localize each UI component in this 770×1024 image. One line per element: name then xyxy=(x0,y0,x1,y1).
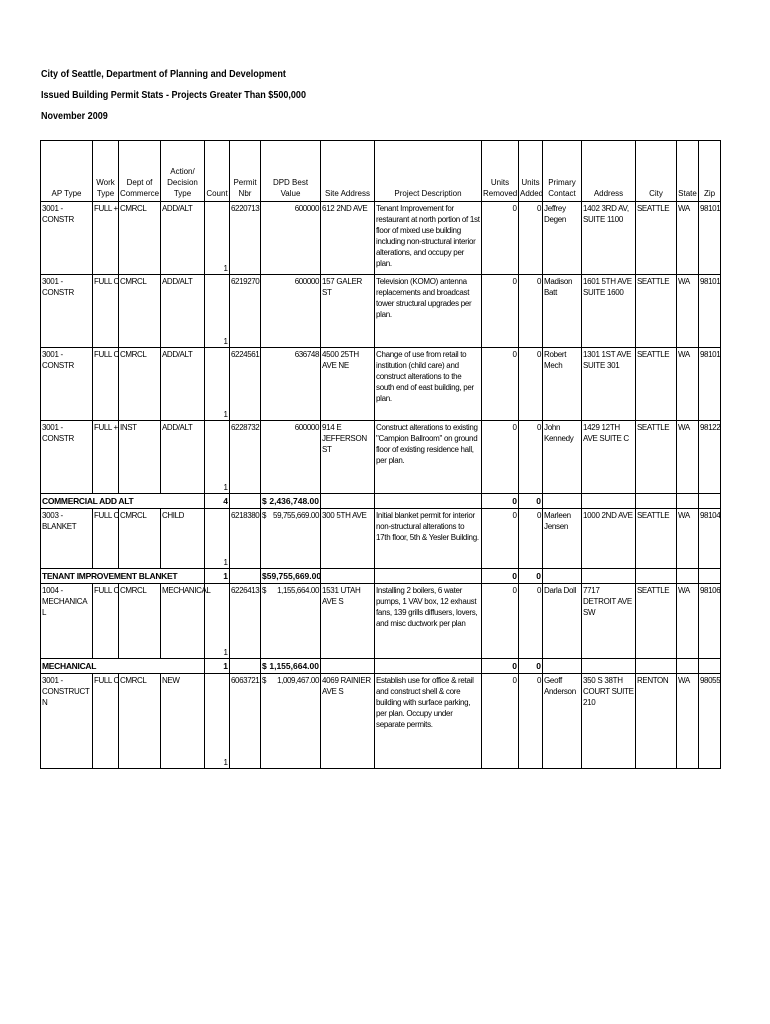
empty-cell xyxy=(677,494,699,509)
table-row xyxy=(41,202,721,275)
description-cell: Establish use for office & retail and construct shell & core building with surface parking, per plan. Occupy under separate permits. xyxy=(375,674,482,769)
contact-address-cell: 1402 3RD AV, SUITE 1100 xyxy=(582,202,636,275)
subtotal-units-added: 0 xyxy=(519,659,543,674)
city-cell: SEATTLE xyxy=(636,509,677,569)
units-removed-cell: 0 xyxy=(482,509,519,569)
empty-cell xyxy=(636,494,677,509)
subtotal-units-removed: 0 xyxy=(482,659,519,674)
work-type-cell: FULL + xyxy=(93,202,119,275)
subtotal-count: 1 xyxy=(205,569,230,584)
contact-address-cell: 1429 12TH AVE SUITE C xyxy=(582,421,636,494)
table-row xyxy=(41,584,721,659)
work-type-cell: FULL C xyxy=(93,584,119,659)
permit-cell: 6220713 xyxy=(230,202,261,275)
permit-cell: 6224561 xyxy=(230,348,261,421)
col-units-removed: Units Removed xyxy=(482,141,519,202)
city-cell: SEATTLE xyxy=(636,202,677,275)
value-amount: 1,009,467.00 xyxy=(277,676,319,685)
state-cell: WA xyxy=(677,674,699,769)
contact-cell: John Kennedy xyxy=(543,421,582,494)
empty-cell xyxy=(699,569,721,584)
dept-cell: CMRCL xyxy=(119,584,161,659)
zip-cell: 98101 xyxy=(699,202,721,275)
dollar-sign: $ xyxy=(262,660,267,671)
units-added-cell: 0 xyxy=(519,421,543,494)
empty-cell xyxy=(375,494,482,509)
subtotal-value xyxy=(261,659,321,674)
empty-cell xyxy=(636,659,677,674)
dollar-sign: $ xyxy=(262,495,267,506)
contact-address-cell: 350 S 38TH COURT SUITE 210 xyxy=(582,674,636,769)
subtotal-units-added: 0 xyxy=(519,569,543,584)
units-removed-cell: 0 xyxy=(482,421,519,494)
contact-address-cell: 1301 1ST AVE SUITE 301 xyxy=(582,348,636,421)
action-cell: CHILD xyxy=(161,509,205,569)
value-amount: 600000 xyxy=(294,204,319,213)
empty-cell xyxy=(321,659,375,674)
action-cell: NEW xyxy=(161,674,205,769)
zip-cell: 98055 xyxy=(699,674,721,769)
contact-address-cell: 1000 2ND AVE xyxy=(582,509,636,569)
value-cell xyxy=(261,674,321,769)
dollar-sign: $ xyxy=(262,586,267,595)
col-city: City xyxy=(636,141,677,202)
empty-cell xyxy=(321,569,375,584)
dept-cell: CMRCL xyxy=(119,509,161,569)
description-cell: Change of use from retail to institution (child care) and construct alterations to the south end of east building, per plan. xyxy=(375,348,482,421)
col-count: Count xyxy=(205,141,230,202)
empty-cell xyxy=(636,569,677,584)
empty-cell xyxy=(230,659,261,674)
permit-cell: 6219270 xyxy=(230,275,261,348)
dollar-sign: $ xyxy=(262,676,267,685)
contact-address-cell: 1601 5TH AVE SUITE 1600 xyxy=(582,275,636,348)
zip-cell: 98101 xyxy=(699,348,721,421)
count-cell: 1 xyxy=(205,348,230,421)
city-cell: SEATTLE xyxy=(636,275,677,348)
contact-cell: Marleen Jensen xyxy=(543,509,582,569)
empty-cell xyxy=(321,494,375,509)
report-org-title: City of Seattle, Department of Planning and Development xyxy=(41,68,286,80)
city-cell: SEATTLE xyxy=(636,348,677,421)
value-cell xyxy=(261,275,321,348)
subtotal-count: 4 xyxy=(205,494,230,509)
table-row xyxy=(41,674,721,769)
count-cell: 1 xyxy=(205,421,230,494)
col-permit: Permit Nbr xyxy=(230,141,261,202)
state-cell: WA xyxy=(677,584,699,659)
units-added-cell: 0 xyxy=(519,348,543,421)
report-period: November 2009 xyxy=(41,110,108,122)
col-dept: Dept of Commerce xyxy=(119,141,161,202)
dollar-sign: $ xyxy=(262,570,267,581)
subtotal-units-removed: 0 xyxy=(482,494,519,509)
ap-type-cell: 3001 - CONSTR xyxy=(41,348,93,421)
units-removed-cell: 0 xyxy=(482,584,519,659)
site-address-cell: 4500 25TH AVE NE xyxy=(321,348,375,421)
ap-type-cell: 3001 - CONSTR xyxy=(41,202,93,275)
description-cell: Initial blanket permit for interior non-structural alterations to 17th floor, 5th & Yesler Building. xyxy=(375,509,482,569)
value-cell xyxy=(261,509,321,569)
col-contact-address: Address xyxy=(582,141,636,202)
state-cell: WA xyxy=(677,348,699,421)
subtotal-value xyxy=(261,494,321,509)
subtotal-row xyxy=(41,494,721,509)
header-row xyxy=(41,141,721,202)
description-cell: Installing 2 boilers, 6 water pumps, 1 VAV box, 12 exhaust fans, 139 grills diffusers, lovers, and misc ductwork per plan xyxy=(375,584,482,659)
action-cell: ADD/ALT xyxy=(161,202,205,275)
subtotal-amount: 59,755,669.00 xyxy=(266,570,322,581)
subtotal-units-added: 0 xyxy=(519,494,543,509)
work-type-cell: FULL C xyxy=(93,674,119,769)
site-address-cell: 612 2ND AVE xyxy=(321,202,375,275)
units-removed-cell: 0 xyxy=(482,202,519,275)
empty-cell xyxy=(375,659,482,674)
city-cell: SEATTLE xyxy=(636,421,677,494)
count-cell: 1 xyxy=(205,275,230,348)
col-ap-type: AP Type xyxy=(41,141,93,202)
units-removed-cell: 0 xyxy=(482,348,519,421)
description-cell: Tenant Improvement for restaurant at north portion of 1st floor of mixed use building including non-structural interior alterations, and occupy per plan. xyxy=(375,202,482,275)
empty-cell xyxy=(699,494,721,509)
count-cell: 1 xyxy=(205,202,230,275)
site-address-cell: 914 E JEFFERSON ST xyxy=(321,421,375,494)
empty-cell xyxy=(582,659,636,674)
count-cell: 1 xyxy=(205,674,230,769)
site-address-cell: 1531 UTAH AVE S xyxy=(321,584,375,659)
subtotal-amount: 2,436,748.00 xyxy=(269,495,319,506)
subtotal-amount: 1,155,664.00 xyxy=(269,660,319,671)
subtotal-row xyxy=(41,569,721,584)
dept-cell: CMRCL xyxy=(119,674,161,769)
action-cell: ADD/ALT xyxy=(161,421,205,494)
empty-cell xyxy=(543,494,582,509)
contact-cell: Darla Doll xyxy=(543,584,582,659)
table-row xyxy=(41,348,721,421)
subtotal-units-removed: 0 xyxy=(482,569,519,584)
count-cell: 1 xyxy=(205,584,230,659)
table-row xyxy=(41,509,721,569)
subtotal-label: TENANT IMPROVEMENT BLANKET xyxy=(41,569,205,584)
city-cell: RENTON xyxy=(636,674,677,769)
col-work-type: Work Type xyxy=(93,141,119,202)
contact-cell: Robert Mech xyxy=(543,348,582,421)
permit-cell: 6218380 xyxy=(230,509,261,569)
work-type-cell: FULL C xyxy=(93,348,119,421)
subtotal-count: 1 xyxy=(205,659,230,674)
units-added-cell: 0 xyxy=(519,509,543,569)
value-cell xyxy=(261,348,321,421)
subtotal-label: MECHANICAL xyxy=(41,659,205,674)
empty-cell xyxy=(230,494,261,509)
ap-type-cell: 3001 - CONSTR xyxy=(41,421,93,494)
ap-type-cell: 3001 - CONSTR xyxy=(41,275,93,348)
value-cell xyxy=(261,584,321,659)
units-added-cell: 0 xyxy=(519,202,543,275)
contact-cell: Geoff Anderson xyxy=(543,674,582,769)
col-zip: Zip xyxy=(699,141,721,202)
work-type-cell: FULL C xyxy=(93,509,119,569)
col-value: DPD Best Value xyxy=(261,141,321,202)
col-contact: Primary Contact xyxy=(543,141,582,202)
site-address-cell: 300 5TH AVE xyxy=(321,509,375,569)
dept-cell: INST xyxy=(119,421,161,494)
subtotal-value xyxy=(261,569,321,584)
empty-cell xyxy=(582,569,636,584)
work-type-cell: FULL C xyxy=(93,275,119,348)
ap-type-cell: 3003 - BLANKET xyxy=(41,509,93,569)
action-cell: ADD/ALT xyxy=(161,348,205,421)
work-type-cell: FULL + xyxy=(93,421,119,494)
city-cell: SEATTLE xyxy=(636,584,677,659)
col-action: Action/ Decision Type xyxy=(161,141,205,202)
permit-cell: 6226413 xyxy=(230,584,261,659)
empty-cell xyxy=(543,659,582,674)
report-title: Issued Building Permit Stats - Projects Greater Than $500,000 xyxy=(41,89,306,101)
units-removed-cell: 0 xyxy=(482,275,519,348)
permit-table xyxy=(40,140,721,769)
state-cell: WA xyxy=(677,275,699,348)
subtotal-label: COMMERCIAL ADD ALT xyxy=(41,494,205,509)
value-amount: 600000 xyxy=(294,423,319,432)
empty-cell xyxy=(677,569,699,584)
state-cell: WA xyxy=(677,421,699,494)
dept-cell: CMRCL xyxy=(119,202,161,275)
permit-cell: 6063721 xyxy=(230,674,261,769)
count-cell: 1 xyxy=(205,509,230,569)
action-cell: ADD/ALT xyxy=(161,275,205,348)
site-address-cell: 4069 RAINIER AVE S xyxy=(321,674,375,769)
empty-cell xyxy=(543,569,582,584)
subtotal-row xyxy=(41,659,721,674)
col-state: State xyxy=(677,141,699,202)
units-added-cell: 0 xyxy=(519,275,543,348)
empty-cell xyxy=(677,659,699,674)
empty-cell xyxy=(375,569,482,584)
ap-type-cell: 1004 - MECHANICAL xyxy=(41,584,93,659)
value-amount: 1,155,664.00 xyxy=(277,586,319,595)
units-added-cell: 0 xyxy=(519,674,543,769)
table-row xyxy=(41,275,721,348)
ap-type-cell: 3001 - CONSTRUCTN xyxy=(41,674,93,769)
permit-cell: 6228732 xyxy=(230,421,261,494)
dollar-sign: $ xyxy=(262,511,267,520)
value-amount: 636748 xyxy=(294,350,319,359)
zip-cell: 98122 xyxy=(699,421,721,494)
units-removed-cell: 0 xyxy=(482,674,519,769)
value-cell xyxy=(261,202,321,275)
contact-cell: Jeffrey Degen xyxy=(543,202,582,275)
zip-cell: 98101 xyxy=(699,275,721,348)
report-header xyxy=(41,64,306,127)
state-cell: WA xyxy=(677,509,699,569)
contact-cell: Madison Batt xyxy=(543,275,582,348)
action-cell: MECHANICAL xyxy=(161,584,205,659)
col-site-address: Site Address xyxy=(321,141,375,202)
description-cell: Construct alterations to existing "Campion Ballroom" on ground floor of existing residence hall, per plan. xyxy=(375,421,482,494)
empty-cell xyxy=(582,494,636,509)
value-amount: 59,755,669.00 xyxy=(273,511,319,520)
zip-cell: 98106 xyxy=(699,584,721,659)
col-description: Project Description xyxy=(375,141,482,202)
value-amount: 600000 xyxy=(294,277,319,286)
table-row xyxy=(41,421,721,494)
empty-cell xyxy=(230,569,261,584)
state-cell: WA xyxy=(677,202,699,275)
empty-cell xyxy=(699,659,721,674)
units-added-cell: 0 xyxy=(519,584,543,659)
zip-cell: 98104 xyxy=(699,509,721,569)
dept-cell: CMRCL xyxy=(119,348,161,421)
contact-address-cell: 7717 DETROIT AVE SW xyxy=(582,584,636,659)
col-units-added: Units Added xyxy=(519,141,543,202)
value-cell xyxy=(261,421,321,494)
site-address-cell: 157 GALER ST xyxy=(321,275,375,348)
dept-cell: CMRCL xyxy=(119,275,161,348)
description-cell: Television (KOMO) antenna replacements and broadcast tower structural upgrades per plan. xyxy=(375,275,482,348)
